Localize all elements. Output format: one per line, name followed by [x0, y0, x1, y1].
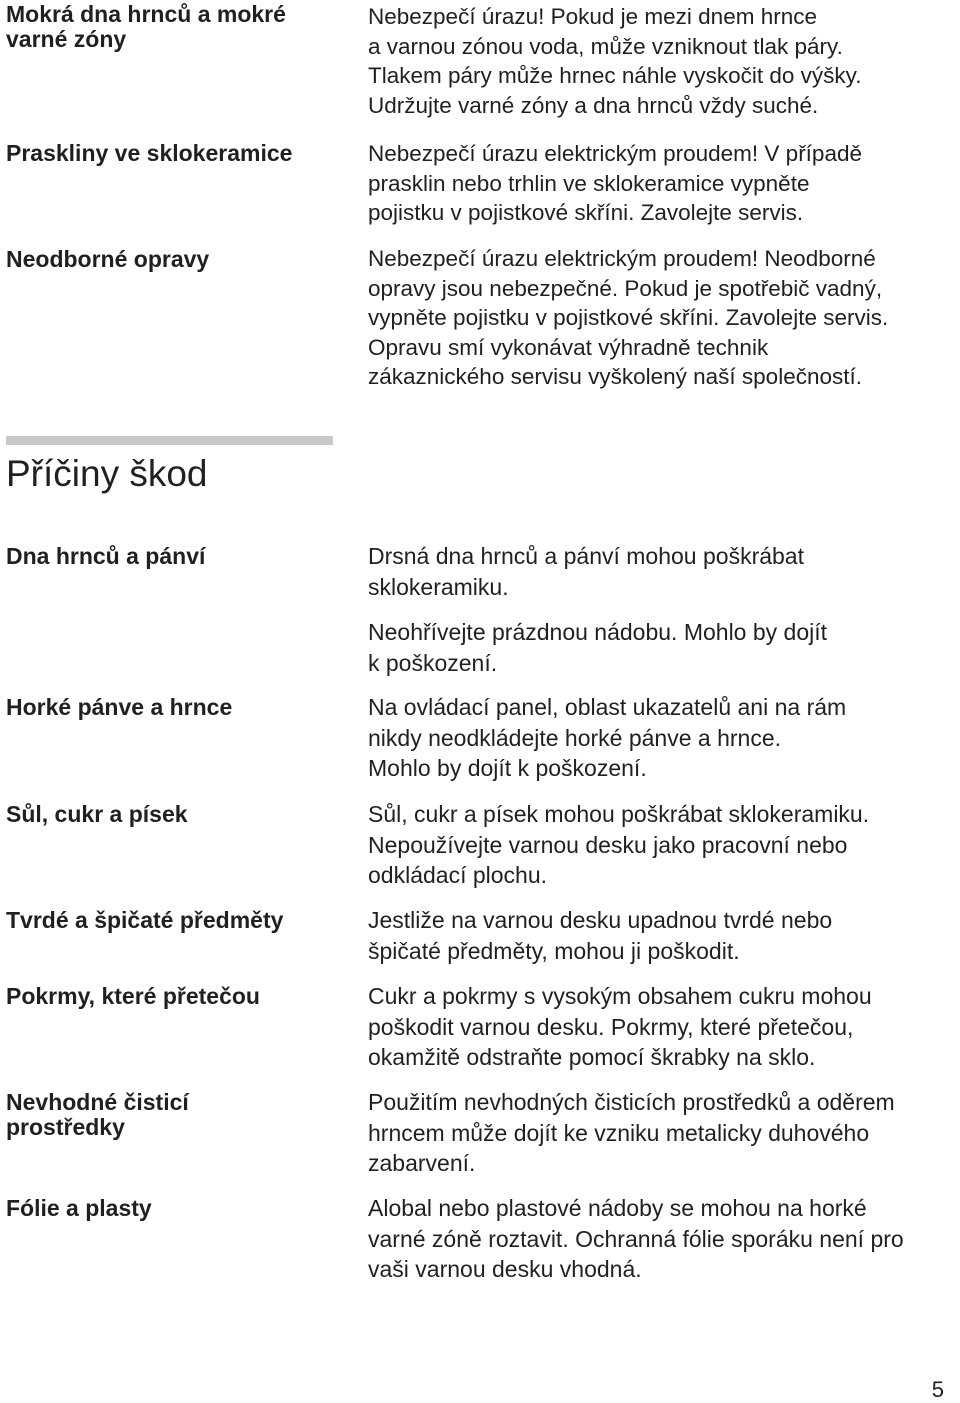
desc-line: špičaté předměty, mohou ji poškodit. [368, 937, 740, 964]
desc-line: vypněte pojistku v pojistkové skříni. Zavolejte servis. [368, 305, 889, 330]
desc-line: Opravu smí vykonávat výhradně technik [368, 334, 769, 360]
cause-description [368, 981, 960, 1073]
term-line: Mokrá dna hrnců a mokré [6, 1, 286, 27]
desc-line: Tlakem páry může hrnec náhle vyskočit do výšky. [368, 63, 862, 88]
cause-term [6, 984, 336, 1009]
desc-line: varné zóně roztavit. Ochranná fólie sporáku není pro [368, 1225, 904, 1252]
desc-line: zákaznického servisu vyškolený naší společností. [368, 364, 862, 389]
cause-description [368, 905, 960, 966]
cause-term [6, 1090, 336, 1140]
term-line: Praskliny ve sklokeramice [6, 140, 293, 166]
desc-line: Udržujte varné zóny a dna hrnců vždy suché. [368, 92, 819, 118]
term-line: Tvrdé a špičaté předměty [6, 907, 284, 933]
section-divider-bar [6, 436, 333, 445]
term-line: Pokrmy, které přetečou [6, 983, 260, 1009]
desc-line: Na ovládací panel, oblast ukazatelů ani na rám [368, 694, 847, 720]
cause-description-extra [368, 617, 960, 678]
desc-line: Alobal nebo plastové nádoby se mohou na horké [368, 1195, 867, 1221]
cause-term [6, 695, 336, 720]
section-title: Příčiny škod [6, 453, 208, 494]
desc-line: pojistku v pojistkové skříni. Zavolejte servis. [368, 200, 804, 225]
desc-line: poškodit varnou desku. Pokrmy, které přetečou, [368, 1013, 854, 1040]
page-number: 5 [931, 1377, 944, 1402]
warning-term [6, 247, 336, 272]
cause-term [6, 1196, 336, 1221]
desc-line: nikdy neodkládejte horké pánve a hrnce. [368, 724, 782, 751]
term-line: Sůl, cukr a písek [6, 801, 188, 827]
term-line: prostředky [6, 1114, 125, 1140]
warning-term [6, 2, 336, 52]
desc-line: Jestliže na varnou desku upadnou tvrdé nebo [368, 907, 833, 933]
desc-line: opravy jsou nebezpečné. Pokud je spotřebič vadný, [368, 275, 883, 301]
desc-line: Nebezpečí úrazu elektrickým proudem! Neodborné [368, 246, 876, 271]
cause-description [368, 799, 960, 891]
desc-line: sklokeramiku. [368, 573, 509, 600]
desc-line: Použitím nevhodných čisticích prostředků a oděrem [368, 1089, 895, 1115]
cause-term [6, 544, 336, 569]
desc-line: Cukr a pokrmy s vysokým obsahem cukru mohou [368, 983, 872, 1009]
desc-line: k poškození. [368, 649, 498, 676]
desc-line: Drsná dna hrnců a pánví mohou poškrábat [368, 543, 804, 569]
cause-description [368, 541, 960, 602]
desc-line: Mohlo by dojít k poškození. [368, 755, 647, 781]
cause-term [6, 802, 336, 827]
desc-line: prasklin nebo trhlin ve sklokeramice vypněte [368, 170, 810, 196]
desc-line: zabarvení. [368, 1150, 476, 1176]
desc-line: Nepoužívejte varnou desku jako pracovní nebo [368, 831, 848, 858]
warning-description [368, 244, 960, 392]
term-line: varné zóny [6, 26, 127, 52]
desc-line: Sůl, cukr a písek mohou poškrábat sklokeramiku. [368, 801, 870, 827]
desc-line: okamžitě odstraňte pomocí škrabky na sklo. [368, 1044, 816, 1070]
term-line: Neodborné opravy [6, 246, 210, 272]
warning-term [6, 141, 336, 166]
warning-description [368, 139, 960, 228]
term-line: Nevhodné čisticí [6, 1089, 189, 1115]
term-line: Dna hrnců a pánví [6, 543, 206, 569]
cause-term [6, 908, 336, 933]
desc-line: Nebezpečí úrazu elektrickým proudem! V případě [368, 141, 862, 166]
desc-line: Neohřívejte prázdnou nádobu. Mohlo by dojít [368, 619, 828, 645]
cause-description [368, 692, 960, 784]
desc-line: a varnou zónou voda, může vzniknout tlak páry. [368, 33, 843, 59]
desc-line: odkládací plochu. [368, 862, 548, 888]
term-line: Fólie a plasty [6, 1195, 152, 1221]
desc-line: Nebezpečí úrazu! Pokud je mezi dnem hrnce [368, 4, 817, 29]
cause-description [368, 1087, 960, 1179]
term-line: Horké pánve a hrnce [6, 694, 233, 720]
cause-description [368, 1193, 960, 1285]
desc-line: vaši varnou desku vhodná. [368, 1256, 642, 1282]
warning-description [368, 2, 960, 120]
desc-line: hrncem může dojít ke vzniku metalicky duhového [368, 1119, 870, 1146]
